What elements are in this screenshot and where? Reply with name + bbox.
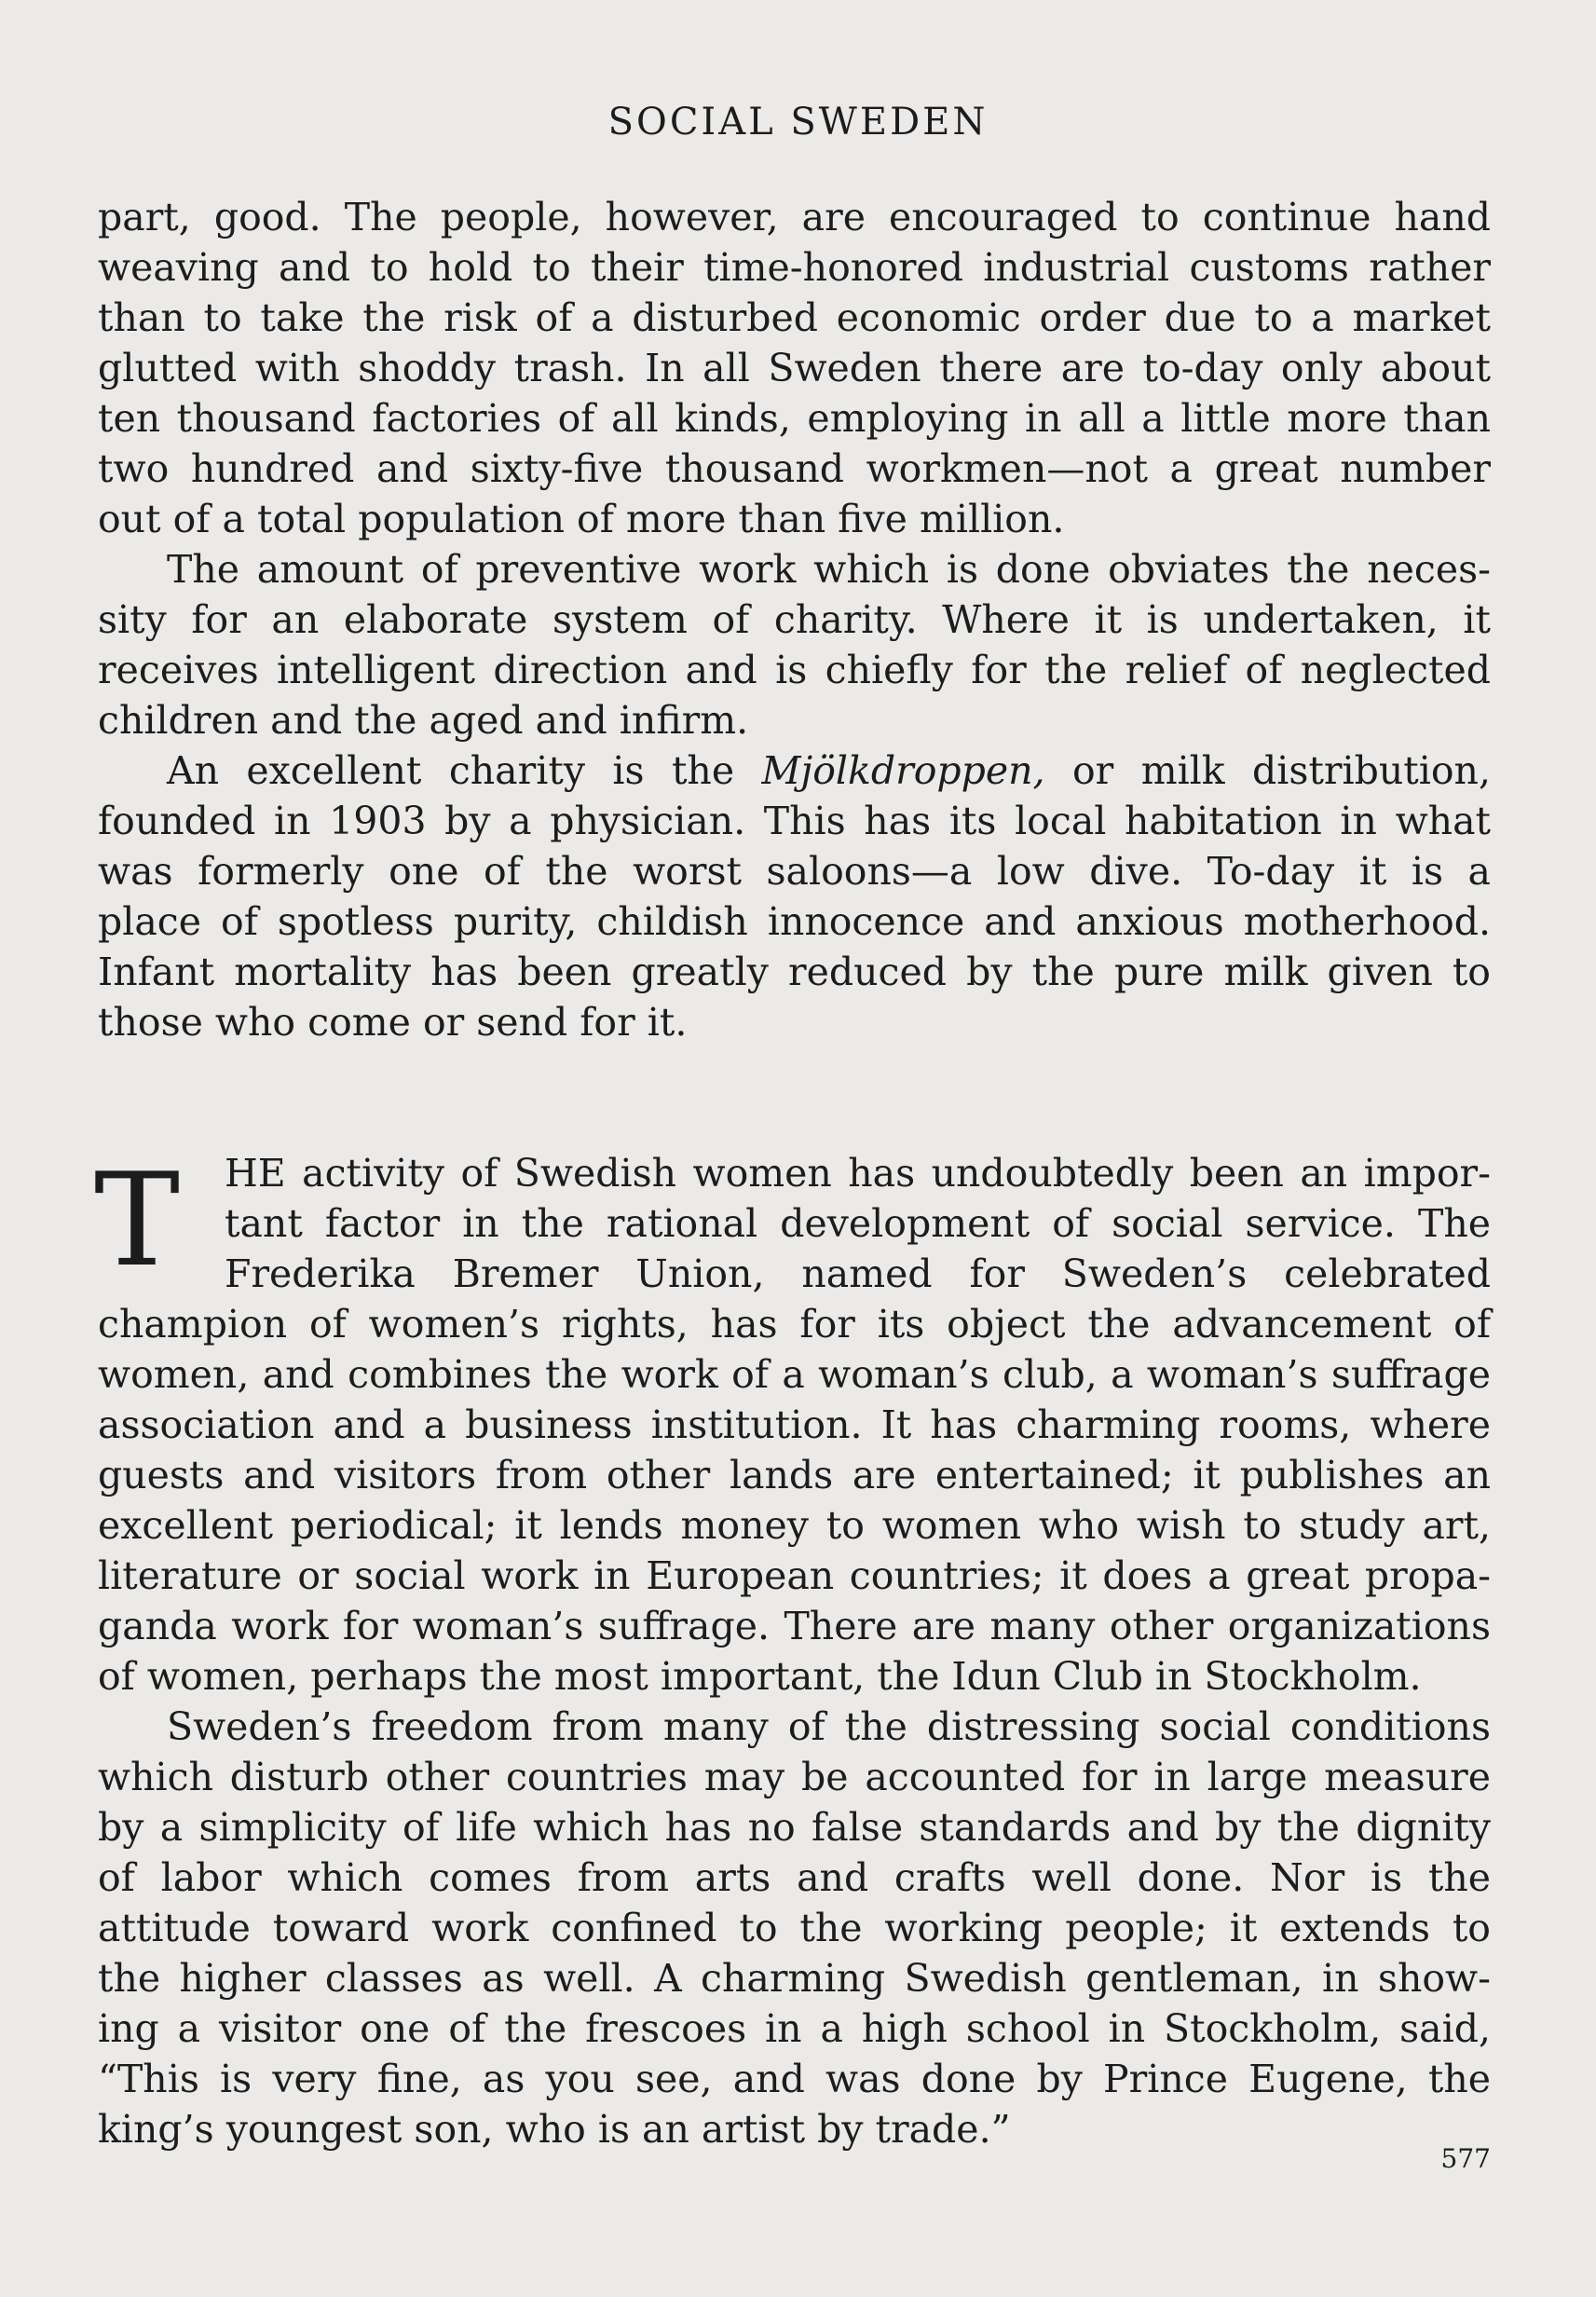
text-line: two hundred and sixty-five thousand workmen—not a great number xyxy=(98,446,1491,491)
text-fragment: or milk distribution, xyxy=(1072,748,1491,793)
text-line: HE activity of Swedish women has undoubtedly been an impor- xyxy=(225,1151,1491,1196)
page-number: 577 xyxy=(1440,2143,1491,2174)
text-line: which disturb other countries may be accounted for in large measure xyxy=(98,1755,1491,1799)
text-line: Frederika Bremer Union, named for Sweden’s celebrated xyxy=(225,1251,1491,1296)
text-line: guests and visitors from other lands are entertained; it publishes an xyxy=(98,1453,1491,1497)
text-line: ing a visitor one of the frescoes in a high school in Stockholm, said, xyxy=(98,2006,1491,2051)
text-line: out of a total population of more than five million. xyxy=(98,497,1065,541)
text-line: children and the aged and infirm. xyxy=(98,698,749,743)
text-line xyxy=(98,745,1491,796)
text-line: excellent periodical; it lends money to women who wish to study art, xyxy=(98,1503,1491,1548)
text-line: “This is very fine, as you see, and was done by Prince Eugene, the xyxy=(98,2057,1491,2101)
text-line: king’s youngest son, who is an artist by trade.” xyxy=(98,2107,1011,2152)
text-line: those who come or send for it. xyxy=(98,1000,688,1045)
running-head: SOCIAL SWEDEN xyxy=(607,101,989,144)
italic-term: Mjölkdroppen, xyxy=(761,748,1045,793)
text-line: ten thousand factories of all kinds, employing in all a little more than xyxy=(98,396,1491,441)
text-line: The amount of preventive work which is done obviates the neces- xyxy=(167,547,1491,592)
text-line: Sweden’s freedom from many of the distressing social conditions xyxy=(167,1704,1491,1749)
text-line: literature or social work in European countries; it does a great propa- xyxy=(98,1553,1491,1598)
drop-cap: T xyxy=(94,1145,181,1295)
text-line: receives intelligent direction and is chiefly for the relief of neglected xyxy=(98,648,1491,692)
paragraph-1 xyxy=(98,192,1491,544)
paragraph-4 xyxy=(94,1145,1491,1702)
text-line: Infant mortality has been greatly reduced by the pure milk given to xyxy=(98,950,1491,994)
text-line: than to take the risk of a disturbed economic order due to a market xyxy=(98,295,1491,340)
text-line: by a simplicity of life which has no false standards and by the dignity xyxy=(98,1805,1491,1850)
text-line: was formerly one of the worst saloons—a low dive. To-day it is a xyxy=(98,849,1491,894)
text-line: weaving and to hold to their time-honored industrial customs rather xyxy=(98,245,1491,290)
text-line: part, good. The people, however, are encouraged to continue hand xyxy=(98,195,1491,239)
text-line: of labor which comes from arts and crafts well done. Nor is the xyxy=(98,1855,1491,1900)
text-line: the higher classes as well. A charming Swedish gentleman, in show- xyxy=(98,1956,1491,2001)
paragraph-3 xyxy=(98,745,1491,1047)
text-line: founded in 1903 by a physician. This has its local habitation in what xyxy=(98,799,1491,843)
body-text xyxy=(94,192,1491,2154)
text-line: ganda work for woman’s suffrage. There are many other organizations xyxy=(98,1604,1491,1648)
text-line: women, and combines the work of a woman’s club, a woman’s suffrage xyxy=(98,1352,1491,1397)
text-line: of women, perhaps the most important, the Idun Club in Stockholm. xyxy=(98,1654,1422,1699)
text-line: sity for an elaborate system of charity. Where it is undertaken, it xyxy=(98,597,1491,642)
text-line: attitude toward work confined to the working people; it extends to xyxy=(98,1906,1491,1950)
paragraph-2 xyxy=(98,544,1491,745)
text-line: glutted with shoddy trash. In all Sweden there are to-day only about xyxy=(98,346,1491,390)
text-line: tant factor in the rational development of social service. The xyxy=(225,1201,1491,1246)
text-fragment: An excellent charity is the xyxy=(167,748,735,793)
text-line: champion of women’s rights, has for its object the advancement of xyxy=(98,1302,1491,1347)
text-line: association and a business institution. It has charming rooms, where xyxy=(98,1402,1491,1447)
paragraph-5 xyxy=(98,1702,1491,2154)
text-line: place of spotless purity, childish innocence and anxious motherhood. xyxy=(98,899,1491,944)
section-break xyxy=(98,1047,1491,1148)
